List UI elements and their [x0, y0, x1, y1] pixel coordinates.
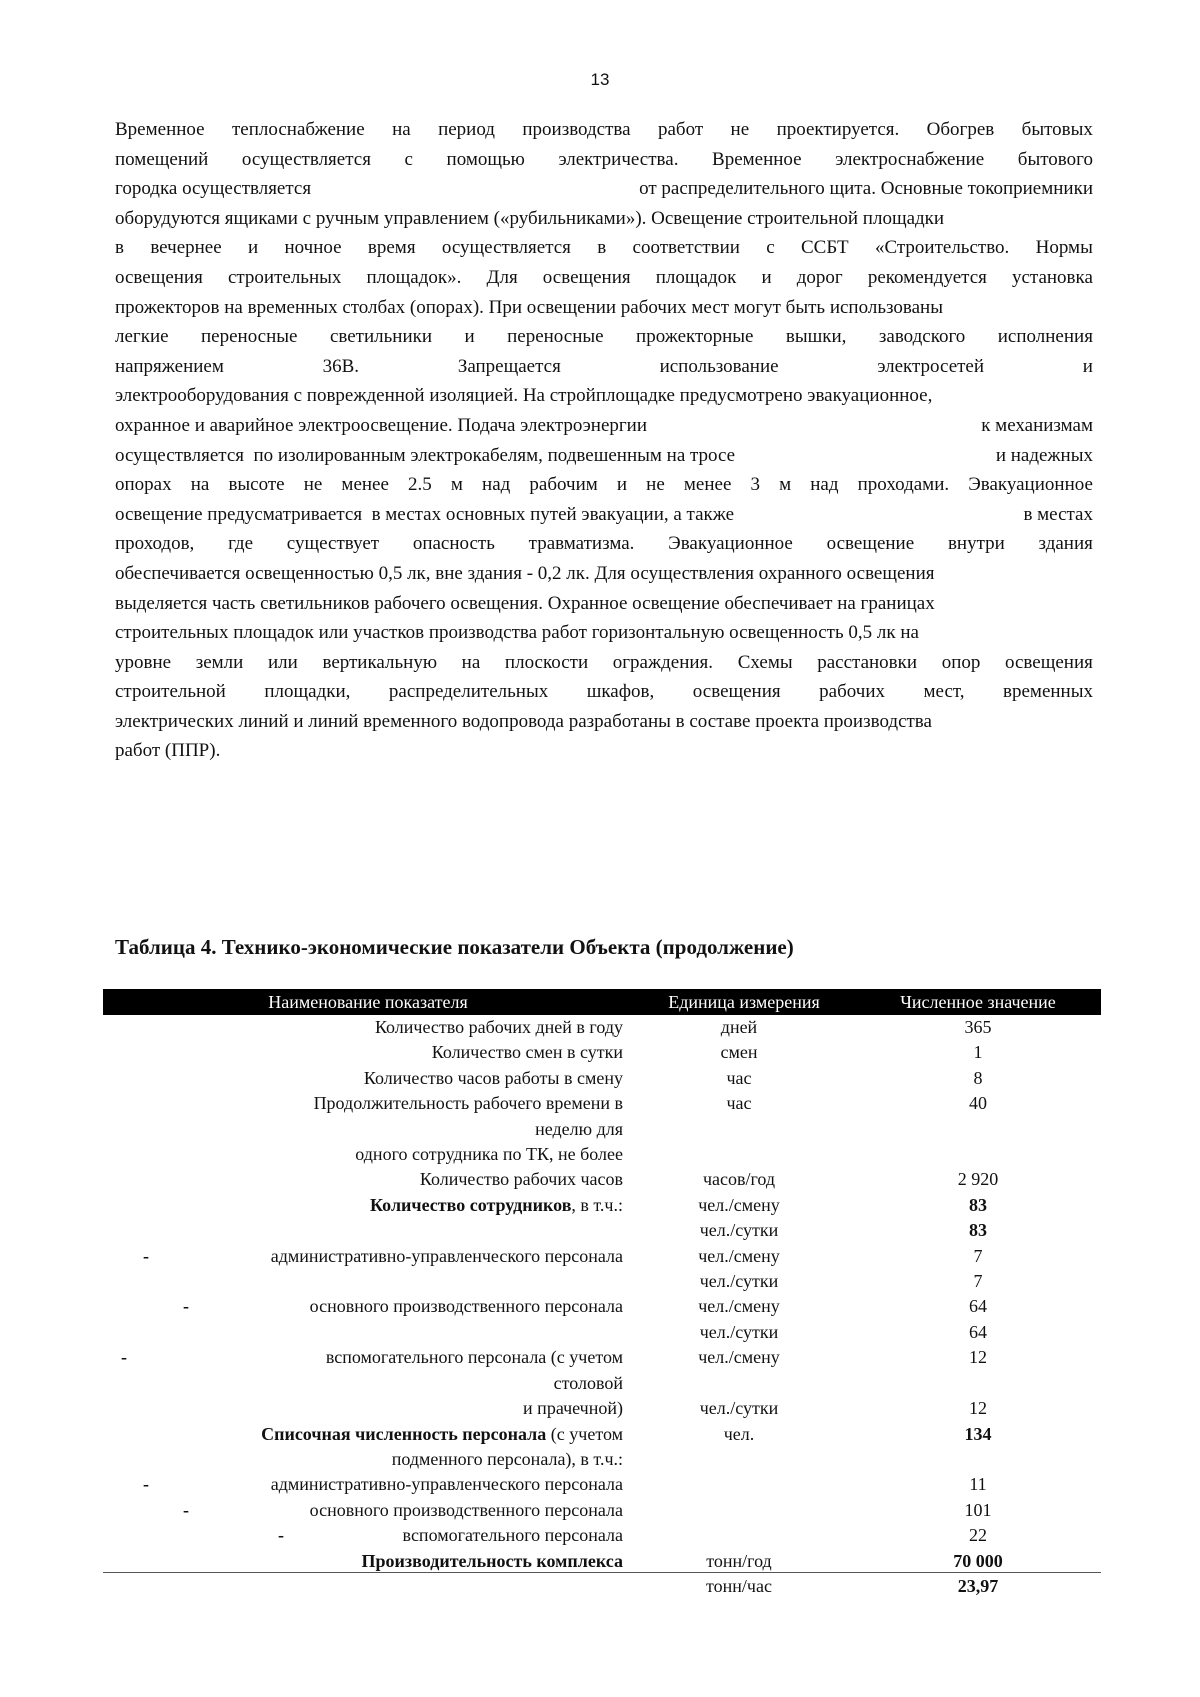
- row-name: [253, 1015, 623, 1040]
- paragraph-text: светильники: [329, 326, 433, 348]
- paragraph-text: городка осуществляется: [115, 178, 312, 200]
- paragraph-text: бытового: [1017, 148, 1093, 170]
- table-row: [103, 1396, 1101, 1421]
- paragraph-text: с: [404, 148, 413, 170]
- paragraph-text: от распределительного щита. Основные токоприемники: [639, 178, 1093, 200]
- paragraph-text: над: [482, 474, 511, 496]
- page-number: 13: [590, 70, 610, 89]
- paragraph-text: время: [367, 237, 416, 259]
- paragraph-text: дорог: [796, 266, 843, 288]
- dash-bullet: -: [183, 1296, 189, 1317]
- paragraph-text: напряжением: [115, 355, 224, 377]
- row-name-text: Количество рабочих часов: [419, 1169, 623, 1190]
- table-body: [103, 1015, 1101, 1599]
- paragraph-text: менее: [341, 474, 389, 496]
- paragraph-text: проходов,: [115, 533, 195, 555]
- row-name: [253, 1066, 623, 1091]
- paragraph-line: [115, 500, 1093, 530]
- row-unit: чел./смену: [698, 1296, 780, 1317]
- header-name: Наименование показателя: [268, 991, 468, 1012]
- row-name: [253, 1142, 623, 1167]
- paragraph-line: [115, 204, 1093, 234]
- table-bottom-rule: [103, 1572, 1101, 1573]
- paragraph-text: проектируется.: [776, 119, 900, 140]
- table-header: [103, 989, 1101, 1015]
- paragraph-text: на: [461, 651, 481, 673]
- paragraph-text: производства: [522, 119, 631, 140]
- paragraph-text: уровне: [115, 651, 172, 673]
- row-value: 101: [964, 1499, 992, 1520]
- paragraph-text: менее: [683, 474, 732, 496]
- row-value: 64: [969, 1321, 987, 1342]
- paragraph-text: работ: [657, 119, 704, 140]
- row-name-text: административно-управленческого персонала: [270, 1474, 623, 1495]
- paragraph-text: освещение: [826, 533, 915, 555]
- paragraph-text: прожекторов на временных столбах (опорах). При освещении рабочих мест могут быть использованы: [115, 296, 943, 318]
- paragraph-text: рабочим: [529, 474, 598, 496]
- row-unit: чел.: [723, 1423, 755, 1444]
- row-unit: смен: [720, 1042, 758, 1063]
- row-unit: чел./сутки: [699, 1398, 779, 1419]
- paragraph-text: освещения: [1005, 651, 1093, 673]
- paragraph-text: временных: [1003, 681, 1093, 703]
- row-value: 7: [973, 1245, 983, 1266]
- paragraph-text: не: [303, 474, 323, 496]
- paragraph-text: в местах: [1023, 503, 1093, 525]
- paragraph-text: электрических линий и линий временного водопровода разработаны в составе проекта производства: [115, 710, 932, 732]
- table-row: [103, 1142, 1101, 1167]
- table-row: [103, 1167, 1101, 1192]
- paragraph-line: [115, 470, 1093, 500]
- row-unit: чел./смену: [698, 1245, 780, 1266]
- table-row: [103, 1345, 1101, 1396]
- table-row: [103, 1091, 1101, 1142]
- row-name-bold: Количество сотрудников: [370, 1194, 572, 1215]
- row-name-text: вспомогательного персонала: [402, 1525, 623, 1546]
- row-unit: чел./сутки: [699, 1220, 779, 1241]
- row-name: [253, 1091, 623, 1142]
- row-name-bold: Производительность комплекса: [361, 1550, 623, 1571]
- paragraph-text: переносные: [201, 326, 298, 348]
- paragraph-text: высоте: [228, 474, 285, 496]
- paragraph-text: 2.5: [408, 474, 432, 496]
- paragraph-text: травматизма.: [528, 533, 635, 555]
- paragraph-text: помещений: [115, 148, 209, 170]
- paragraph-text: переносные: [507, 326, 604, 348]
- paragraph-text: заводского: [878, 326, 966, 348]
- table-row: [103, 1040, 1101, 1065]
- row-name: [253, 1345, 623, 1396]
- paragraph-text: Для: [486, 266, 518, 288]
- paragraph-text: и: [1082, 355, 1093, 377]
- row-unit: час: [726, 1067, 752, 1088]
- paragraph-text: существует: [286, 533, 380, 555]
- paragraph-text: мест,: [923, 681, 965, 703]
- row-name-bold: Списочная численность персонала: [261, 1423, 547, 1444]
- row-name: [253, 1294, 623, 1319]
- paragraph-text: не: [646, 474, 665, 496]
- row-value: 12: [969, 1398, 987, 1419]
- paragraph-text: рабочих: [819, 681, 885, 703]
- row-name-text: (с учетом: [546, 1423, 623, 1444]
- paragraph-text: шкафов,: [586, 681, 655, 703]
- paragraph-text: строительных площадок или участков производства работ горизонтальную освещенность 0,5 лк на: [115, 622, 919, 644]
- dash-bullet: -: [183, 1499, 189, 1520]
- paragraph-text: Временное: [712, 148, 802, 170]
- paragraph-text: электрооборудования с поврежденной изоляцией. На стройплощадке предусмотрено эвакуационное,: [115, 385, 933, 407]
- paragraph-line: [115, 529, 1093, 559]
- row-unit: часов/год: [702, 1169, 776, 1190]
- paragraph-text: рекомендуется: [867, 266, 987, 288]
- paragraph-line: [115, 648, 1093, 678]
- paragraph-line: [115, 559, 1093, 589]
- paragraph-text: установка: [1011, 266, 1093, 288]
- paragraph-text: ограждения.: [612, 651, 714, 673]
- paragraph-text: осуществляется: [241, 148, 371, 170]
- paragraph-text: легкие: [115, 326, 169, 348]
- table-title: Таблица 4. Технико-экономические показатели Объекта (продолжение): [115, 935, 794, 959]
- table-row: [103, 1218, 1101, 1243]
- paragraph-text: площадки,: [264, 681, 351, 703]
- paragraph-text: охранное и аварийное электроосвещение. Подача электроэнергии: [115, 414, 648, 436]
- paragraph-text: помощью: [446, 148, 525, 170]
- row-unit: чел./смену: [698, 1347, 780, 1368]
- row-name-text: и прачечной): [523, 1398, 623, 1419]
- paragraph-text: м: [779, 474, 792, 496]
- header-value: Численное значение: [900, 991, 1056, 1012]
- paragraph-text: и: [761, 266, 772, 288]
- paragraph-text: освещения: [542, 266, 631, 288]
- row-name-text: Количество смен в сутки: [431, 1042, 623, 1063]
- paragraph-text: в: [115, 237, 124, 259]
- paragraph-line: [115, 618, 1093, 648]
- row-name: [253, 1040, 623, 1065]
- row-name-text: Количество часов работы в смену: [363, 1067, 623, 1088]
- paragraph-text: земли: [195, 651, 244, 673]
- row-unit: тонн/год: [706, 1550, 772, 1571]
- row-name-text: вспомогательного персонала (с учетом столовой: [325, 1347, 623, 1393]
- paragraph-text: период: [438, 119, 495, 140]
- table-row: [103, 1193, 1101, 1218]
- paragraph-text: осуществляется: [441, 237, 571, 259]
- row-value: 83: [969, 1194, 987, 1215]
- row-value: 40: [969, 1093, 987, 1114]
- paragraph-text: над: [810, 474, 839, 496]
- table-row: [103, 1472, 1101, 1497]
- row-unit: тонн/час: [706, 1575, 772, 1596]
- paragraph-text: электроснабжение: [835, 148, 985, 170]
- table-row: [103, 1447, 1101, 1472]
- row-value: 11: [969, 1474, 987, 1495]
- paragraph-text: теплоснабжение: [231, 119, 365, 140]
- paragraph-text: м: [450, 474, 463, 496]
- paragraph-text: Эвакуационное: [668, 533, 793, 555]
- row-name: [253, 1472, 623, 1497]
- row-value: 23,97: [957, 1575, 999, 1596]
- paragraph-text: ночное: [284, 237, 342, 259]
- paragraph-text: Обогрев: [926, 119, 995, 140]
- row-value: 8: [973, 1067, 983, 1088]
- paragraph-text: Схемы: [737, 651, 793, 673]
- paragraph-text: выделяется часть светильников рабочего освещения. Охранное освещение обеспечивает на границах: [115, 592, 935, 614]
- table-row: [103, 1523, 1101, 1548]
- row-name: [253, 1244, 623, 1269]
- paragraph-text: проходами.: [857, 474, 950, 496]
- paragraph-text: бытовых: [1021, 119, 1093, 140]
- row-name: [253, 1498, 623, 1523]
- row-name-text: Продолжительность рабочего времени в неделю для: [313, 1093, 623, 1139]
- table-row: [103, 1066, 1101, 1091]
- table-row: [103, 1320, 1101, 1345]
- paragraph-text: осуществляется по изолированным электрокабелям, подвешенным на тросе: [115, 444, 736, 466]
- row-value: 2 920: [957, 1169, 999, 1190]
- paragraph-text: Нормы: [1035, 237, 1093, 259]
- row-value: 134: [964, 1423, 992, 1444]
- paragraph-text: вечернее: [150, 237, 222, 259]
- indicators-table: [103, 989, 1101, 1599]
- paragraph-line: [115, 707, 1093, 737]
- paragraph-text: обеспечивается освещенностью 0,5 лк, вне здания - 0,2 лк. Для осуществления охранного освещения: [115, 562, 935, 584]
- row-value: 1: [973, 1042, 983, 1063]
- paragraph-text: опор: [941, 651, 981, 673]
- paragraph-text: не: [730, 119, 750, 140]
- paragraph-text: освещения: [692, 681, 781, 703]
- row-value: 22: [969, 1525, 987, 1546]
- paragraph-line: [115, 381, 1093, 411]
- dash-bullet: -: [278, 1525, 284, 1546]
- row-unit: дней: [720, 1017, 758, 1037]
- paragraph-line: [115, 352, 1093, 382]
- paragraph-text: площадок: [655, 266, 737, 288]
- table-row: [103, 1244, 1101, 1269]
- table-row: [103, 1498, 1101, 1523]
- paragraph-line: [115, 589, 1093, 619]
- paragraph-text: Временное: [115, 119, 205, 140]
- paragraph-text: электричества.: [558, 148, 679, 170]
- row-unit: чел./сутки: [699, 1271, 779, 1292]
- paragraph-line: [115, 145, 1093, 175]
- paragraph-text: плоскости: [504, 651, 589, 673]
- paragraph-text: расстановки: [817, 651, 918, 673]
- paragraph-text: работ (ППР).: [115, 740, 221, 762]
- row-name: [253, 1523, 623, 1548]
- paragraph-text: на: [392, 119, 411, 140]
- paragraph-text: 3: [750, 474, 760, 496]
- paragraph-text: и: [616, 474, 628, 496]
- row-value: 83: [969, 1220, 987, 1241]
- row-value: 7: [973, 1271, 983, 1292]
- paragraph-text: Эвакуационное: [968, 474, 1093, 496]
- paragraph-text: освещения: [115, 266, 203, 288]
- paragraph-line: [115, 263, 1093, 293]
- dash-bullet: -: [143, 1245, 149, 1266]
- row-name-text: , в т.ч.:: [571, 1194, 623, 1215]
- paragraph-text: 36В.: [322, 355, 360, 377]
- paragraph-text: строительной: [115, 681, 226, 703]
- paragraph-text: вертикальную: [322, 651, 438, 673]
- dash-bullet: -: [143, 1474, 149, 1495]
- paragraph-text: опасность: [412, 533, 495, 555]
- row-value: 365: [964, 1017, 992, 1037]
- paragraph-line: [115, 115, 1093, 145]
- row-name-text: основного производственного персонала: [309, 1499, 623, 1520]
- row-unit: чел./смену: [698, 1194, 780, 1215]
- paragraph-text: или: [267, 651, 298, 673]
- paragraph-text: и: [247, 237, 259, 259]
- row-unit: чел./сутки: [699, 1321, 779, 1342]
- paragraph-line: [115, 411, 1093, 441]
- table-row: [103, 1549, 1101, 1574]
- body-paragraph: [115, 115, 1093, 766]
- table-row: [103, 1422, 1101, 1447]
- paragraph-text: и надежных: [995, 444, 1093, 466]
- row-value: 70 000: [953, 1550, 1003, 1571]
- paragraph-text: внутри: [947, 533, 1005, 555]
- paragraph-text: здания: [1038, 533, 1093, 555]
- paragraph-text: «Строительство.: [874, 237, 1010, 259]
- row-value: 12: [969, 1347, 987, 1368]
- paragraph-text: опорах: [115, 474, 172, 496]
- paragraph-text: к механизмам: [981, 414, 1093, 436]
- paragraph-text: с: [766, 237, 775, 259]
- paragraph-text: где: [228, 533, 254, 555]
- row-name: [253, 1396, 623, 1421]
- table-row: [103, 1015, 1101, 1040]
- row-name: [253, 1549, 623, 1574]
- paragraph-text: Запрещается: [457, 355, 561, 377]
- paragraph-text: соответствии: [632, 237, 740, 259]
- table-row: [103, 1574, 1101, 1599]
- paragraph-text: освещение предусматривается в местах основных путей эвакуации, а также: [115, 503, 735, 525]
- row-name-text: одного сотрудника по ТК, не более: [355, 1144, 623, 1165]
- row-name-text: подменного персонала), в т.ч.:: [391, 1448, 623, 1469]
- paragraph-text: прожекторные: [636, 326, 754, 348]
- row-unit: час: [726, 1093, 752, 1114]
- row-name: [253, 1167, 623, 1192]
- paragraph-line: [115, 233, 1093, 263]
- paragraph-text: распределительных: [388, 681, 549, 703]
- paragraph-text: площадок».: [366, 266, 462, 288]
- dash-bullet: -: [121, 1347, 127, 1368]
- paragraph-line: [115, 322, 1093, 352]
- paragraph-text: вышки,: [785, 326, 847, 348]
- row-name: [253, 1422, 623, 1447]
- table-row: [103, 1294, 1101, 1319]
- row-name-text: административно-управленческого персонала: [270, 1245, 623, 1266]
- paragraph-text: исполнения: [997, 326, 1093, 348]
- paragraph-text: электросетей: [877, 355, 985, 377]
- row-value: 64: [969, 1296, 987, 1317]
- row-name: [253, 1193, 623, 1218]
- row-name: [253, 1447, 623, 1472]
- paragraph-line: [115, 736, 1093, 766]
- paragraph-line: [115, 174, 1093, 204]
- paragraph-text: строительных: [227, 266, 342, 288]
- paragraph-text: оборудуются ящиками с ручным управлением («рубильниками»). Освещение строительной площадки: [115, 207, 945, 229]
- paragraph-text: и: [464, 326, 475, 348]
- paragraph-line: [115, 293, 1093, 323]
- header-unit: Единица измерения: [668, 991, 820, 1012]
- paragraph-text: на: [190, 474, 210, 496]
- row-name-text: основного производственного персонала: [309, 1296, 623, 1317]
- paragraph-line: [115, 441, 1093, 471]
- row-name-text: Количество рабочих дней в году: [374, 1017, 623, 1037]
- paragraph-text: в: [597, 237, 607, 259]
- paragraph-text: использование: [659, 355, 779, 377]
- paragraph-text: ССБТ: [801, 237, 849, 259]
- table-row: [103, 1269, 1101, 1294]
- paragraph-line: [115, 677, 1093, 707]
